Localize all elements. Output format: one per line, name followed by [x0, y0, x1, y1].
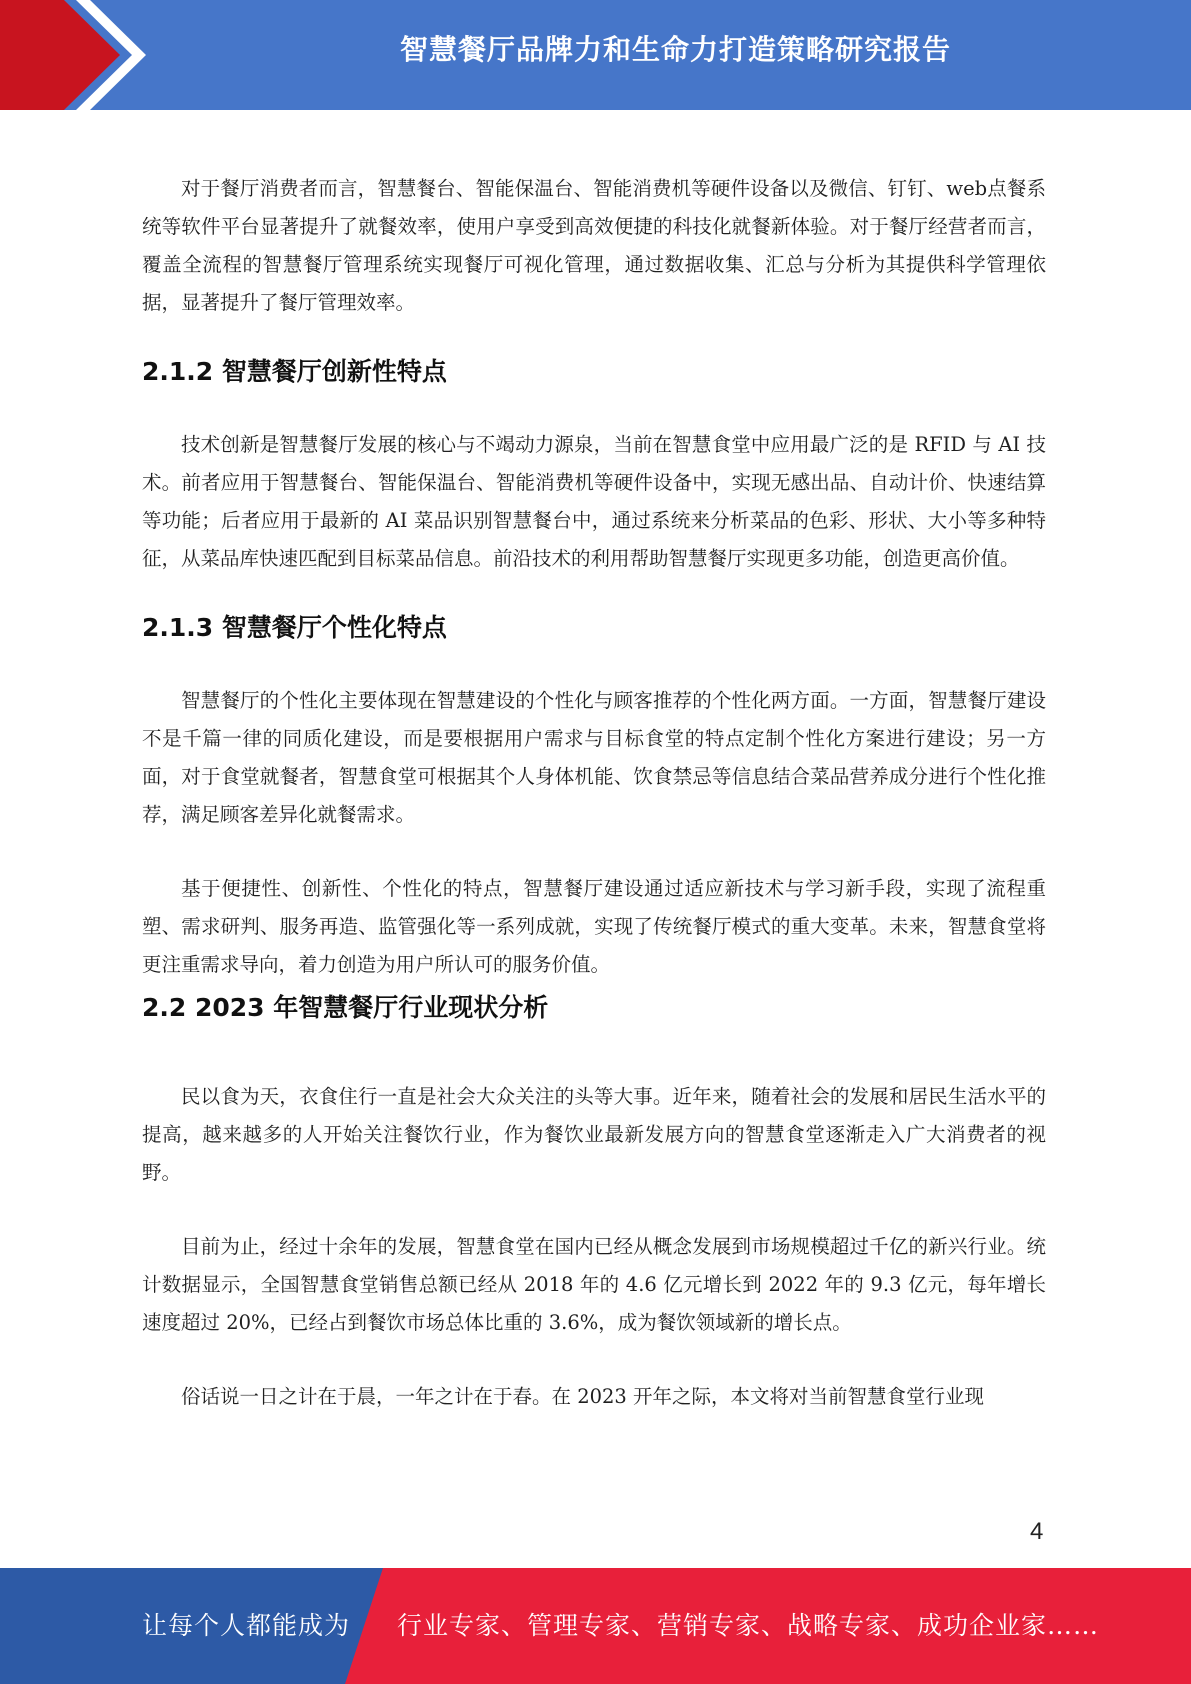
header-chevron-decoration: [0, 0, 160, 110]
footer-slogan-right: 行业专家、管理专家、营销专家、战略专家、成功企业家……: [397, 1611, 1100, 1640]
paragraph-personalization: 智慧餐厅的个性化主要体现在智慧建设的个性化与顾客推荐的个性化两方面。一方面，智慧餐厅建设不是千篇一律的同质化建设，而是要根据用户需求与目标食堂的特点定制个性化方案进行建设；另一方面，对于食堂就餐者，智慧食堂可根据其个人身体机能、饮食禁忌等信息结合菜品营养成分进行个性化推荐，满足顾客差异化就餐需求。: [142, 689, 1046, 826]
page-number: 4: [1030, 1518, 1044, 1545]
section-heading-2-2: 2.2 2023 年智慧餐厅行业现状分析: [142, 993, 549, 1022]
document-body: [142, 170, 1046, 1416]
paragraph-outlook: 俗话说一日之计在于晨，一年之计在于春。在 2023 开年之际，本文将对当前智慧食堂行业现: [181, 1385, 985, 1408]
page-footer-band: [0, 1568, 1191, 1684]
paragraph-industry-background: 民以食为天，衣食住行一直是社会大众关注的头等大事。近年来，随着社会的发展和居民生活水平的提高，越来越多的人开始关注餐饮行业，作为餐饮业最新发展方向的智慧食堂逐渐走入广大消费者的视野。: [142, 1085, 1046, 1184]
paragraph-innovation: 技术创新是智慧餐厅发展的核心与不竭动力源泉，当前在智慧食堂中应用最广泛的是 RFID 与 AI 技术。前者应用于智慧餐台、智能保温台、智能消费机等硬件设备中，实现无感出品、自动计价、快速结算等功能；后者应用于最新的 AI 菜品识别智慧餐台中，通过系统来分析菜品的色彩、形状、大小等多种特征，从菜品库快速匹配到目标菜品信息。前沿技术的利用帮助智慧餐厅实现更多功能，创造更高价值。: [142, 433, 1046, 570]
section-heading-2-1-2: 2.1.2 智慧餐厅创新性特点: [142, 357, 447, 386]
paragraph-market-statistics: 目前为止，经过十余年的发展，智慧食堂在国内已经从概念发展到市场规模超过千亿的新兴行业。统计数据显示，全国智慧食堂销售总额已经从 2018 年的 4.6 亿元增长到 2022 年的 9.3 亿元，每年增长速度超过 20%，已经占到餐饮市场总体比重的 3.6%，成为餐饮领域新的增长点。: [142, 1235, 1046, 1334]
paragraph-dining-efficiency: 对于餐厅消费者而言，智慧餐台、智能保温台、智能消费机等硬件设备以及微信、钉钉、web点餐系统等软件平台显著提升了就餐效率，使用户享受到高效便捷的科技化就餐新体验。对于餐厅经营者而言，覆盖全流程的智慧餐厅管理系统实现餐厅可视化管理，通过数据收集、汇总与分析为其提供科学管理依据，显著提升了餐厅管理效率。: [142, 177, 1046, 314]
section-heading-2-1-3: 2.1.3 智慧餐厅个性化特点: [142, 613, 447, 642]
paragraph-summary: 基于便捷性、创新性、个性化的特点，智慧餐厅建设通过适应新技术与学习新手段，实现了流程重塑、需求研判、服务再造、监管强化等一系列成就，实现了传统餐厅模式的重大变革。未来，智慧食堂将更注重需求导向，着力创造为用户所认可的服务价值。: [142, 877, 1046, 976]
report-title: 智慧餐厅品牌力和生命力打造策略研究报告: [399, 33, 951, 66]
footer-slogan-left: 让每个人都能成为: [142, 1611, 351, 1640]
page-header-band: [0, 0, 1191, 110]
